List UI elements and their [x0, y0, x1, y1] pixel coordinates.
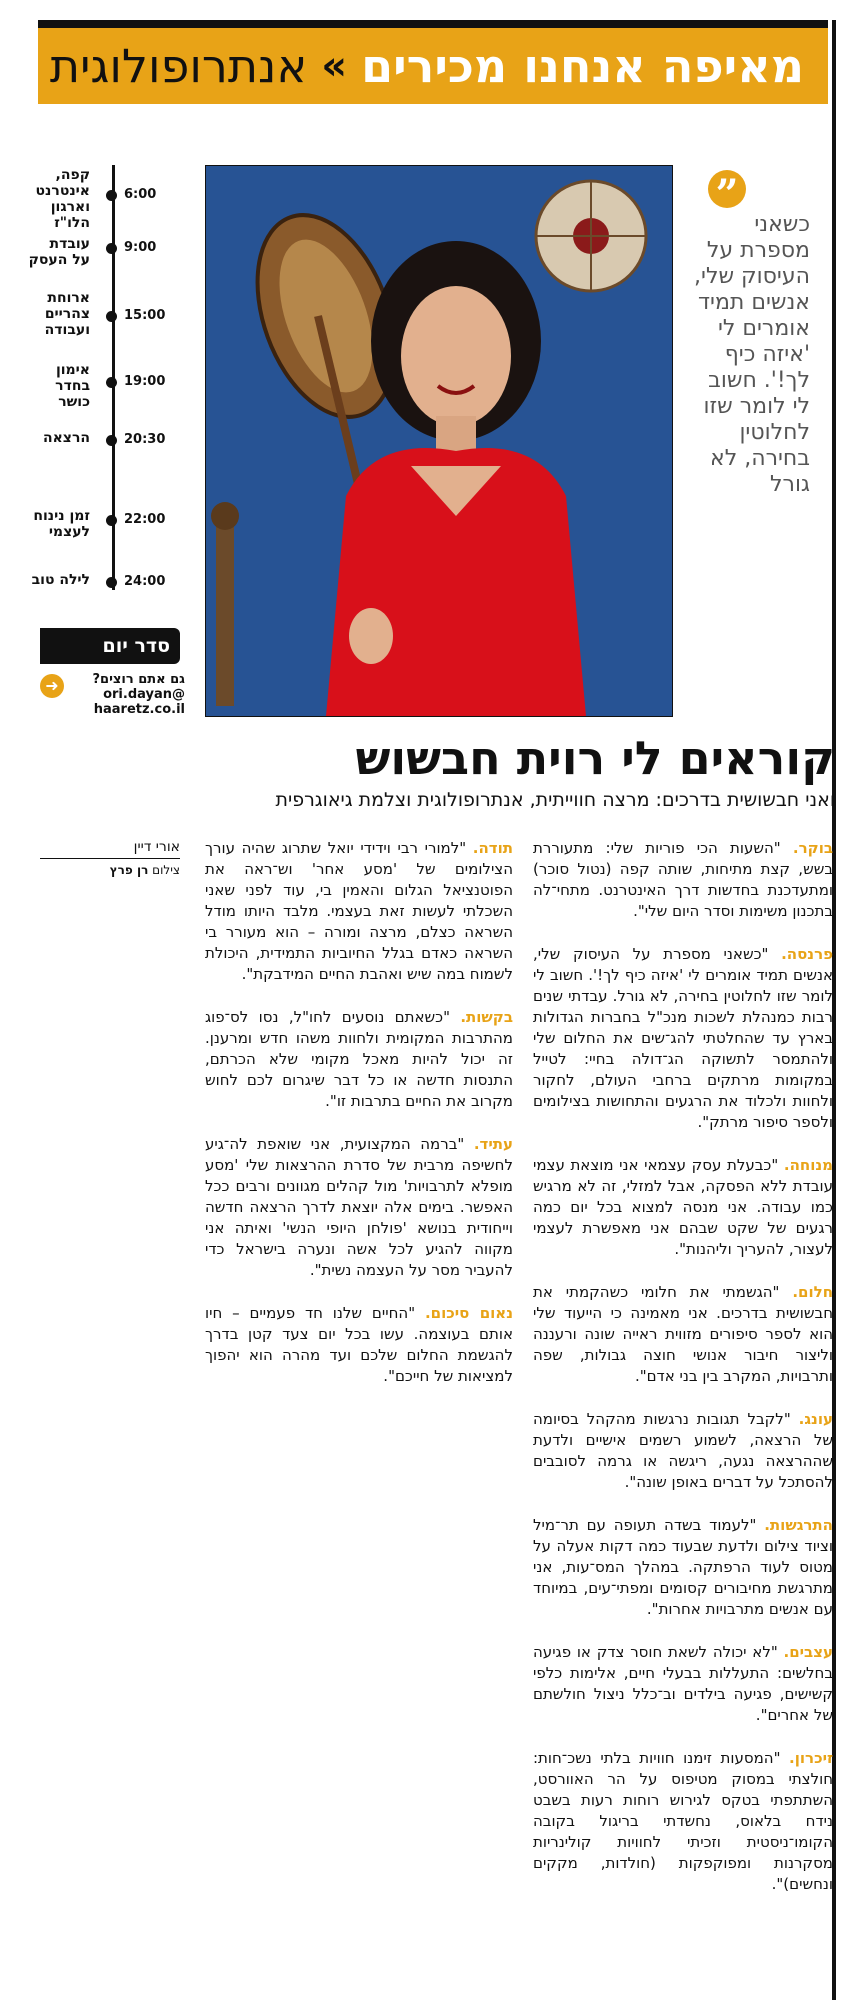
- article-paragraph: [533, 1515, 833, 1620]
- timeline-dot-icon: [106, 577, 117, 588]
- timeline-label: עובדת על העסק: [28, 236, 90, 268]
- top-rule: [38, 20, 828, 28]
- timeline-dot-icon: [106, 515, 117, 526]
- article-column-right: [533, 838, 833, 1917]
- timeline-time: 22:00: [124, 512, 166, 527]
- timeline-label: זמן נינוח לעצמי: [33, 508, 90, 540]
- byline-author: אורי דיין: [133, 839, 180, 855]
- timeline-item: [33, 508, 190, 540]
- timeline-item: [40, 362, 190, 410]
- article-paragraph: [205, 1134, 513, 1281]
- article-subheadline: ואני חבשושית בדרכים: מרצה חווייתית, אנתרופולוגית וצלמת גיאוגרפית: [275, 789, 835, 811]
- timeline-time: 19:00: [124, 374, 166, 389]
- article-paragraph: [533, 1642, 833, 1726]
- article-paragraph: [533, 1155, 833, 1260]
- paragraph-text: "השעות הכי פוריות שלי: מתעוררת בשש, קצת מתיחות, שותה קפה (נטול סוכר) ומתעדכנת בחדשות דרך האינטרנט. מתחי־לה בתכנון משימות וסדר היום שלי".: [533, 839, 833, 920]
- timeline-label: ארוחת צהריים ועבודה: [44, 290, 90, 338]
- paragraph-text: "המסעות זימנו חוויות בלתי נשכ־חות: חולצתי במסוק מטיפוס על הר האוורסט, השתתפתי בטקס לגירוש רוחות רעות בשבט נידח בלאוס, נחשדתי בריגול בקובה הקומו־ניסטית וזכיתי לחוויות קולינריות מסקרנות ומפוקפקות (חולדות, מקקים ונחשים)".: [533, 1749, 833, 1893]
- timeline-dot-icon: [106, 377, 117, 388]
- photo-credit-prefix: צילום: [152, 863, 180, 877]
- paragraph-keyword: מנוחה.: [783, 1156, 833, 1174]
- portrait-illustration: [206, 166, 672, 716]
- photo-credit: [40, 861, 180, 879]
- article-paragraph: [205, 1007, 513, 1112]
- paragraph-keyword: עונג.: [798, 1410, 833, 1428]
- quote-icon: ”: [708, 170, 746, 208]
- article-paragraph: [533, 1282, 833, 1387]
- timeline-time: 15:00: [124, 308, 166, 323]
- timeline-dot-icon: [106, 435, 117, 446]
- paragraph-text: "כשאני מספרת על העיסוק שלי, אנשים תמיד אומרים לי 'איזה כיף לך!'. חשוב לי לומר שזו לחלוטין בחירה, לא גורל. עבדתי שנים רבות כמנהלת לשכות מנכ"ל בחברות הגדולות בארץ עד שהחלטתי להג־שים את החלום שלי ולהתמסר לתשוקה הג־דולה בחיי: לטייל במקומות מרתקים ברחבי העולם, לחקור ולחוות ולכלוד את הרגעים והתחושות בצילומים ולספר סיפור מרתק".: [533, 945, 833, 1131]
- paragraph-keyword: עתיד.: [473, 1135, 513, 1153]
- chevron-icon: »: [321, 43, 348, 89]
- paragraph-keyword: בקשות.: [460, 1008, 513, 1026]
- timeline-item: [31, 572, 190, 592]
- paragraph-keyword: בוקר.: [792, 839, 833, 857]
- arrow-right-icon: ➜: [40, 674, 64, 698]
- paragraph-keyword: עצבים.: [783, 1643, 833, 1661]
- timeline-time: 20:30: [124, 432, 166, 447]
- paragraph-keyword: התרגשות.: [764, 1516, 833, 1534]
- article-paragraph: [533, 1409, 833, 1493]
- contact-block: [40, 672, 185, 728]
- timeline-item: [40, 430, 190, 450]
- timeline-label: לילה טוב: [31, 572, 90, 588]
- contact-email[interactable]: גם אתם רוצים? ori.dayan@ haaretz.co.il: [92, 672, 185, 717]
- byline: [40, 838, 180, 879]
- paragraph-keyword: פרנסה.: [781, 945, 833, 963]
- schedule-box-label: סדר יום: [40, 628, 180, 664]
- article-paragraph: [533, 1748, 833, 1895]
- paragraph-keyword: נאום סיכום.: [424, 1304, 514, 1322]
- timeline-label: קפה, אינטרנט וארגון הלו"ז: [35, 167, 90, 231]
- article-column-left: [205, 838, 513, 1409]
- timeline-label: הרצאה: [43, 430, 90, 446]
- article-headline: קוראים לי רוית חבשוש: [355, 731, 835, 785]
- paragraph-text: "למורי רבי וידידי יואל שתרוג שהיה עורך הצילומים של 'מסע אחר' וש־ראה את הפוטנציאל הגלום והאמין בי, עוד לפני שאני השכלתי לעשות זאת בעצמי. מלבד היותו מודל השראה כצלם, מרצה ומורה – הוא מעורר בי השראה כאדם בגלל החיוביות התמידית, היכולת לשמוח במה שיש ואהבת החיים המידבקת".: [205, 839, 513, 983]
- paragraph-text: "לא יכולה לשאת חוסר צדק או פגיעה בחלשים: התעללות בבעלי חיים, אלימות כלפי קשישים, פגיעה בילדים וב־כלל ניצול חולשתם של אחרים".: [533, 1643, 833, 1724]
- paragraph-text: "כשאתם נוסעים לחו"ל, נסו לס־פוג מהתרבות המקומית ולחוות משהו חדש ומרענן. זה יכול להיות מאכל מקומי שלא הכרתם, התנסות חדשה או כל דבר שיגרום לכם לחוש מקרוב את החיים בתרבות זו".: [205, 1008, 513, 1110]
- timeline-dot-icon: [106, 311, 117, 322]
- paragraph-keyword: חלום.: [792, 1283, 833, 1301]
- timeline-time: 9:00: [124, 240, 157, 255]
- timeline-dot-icon: [106, 243, 117, 254]
- section-banner: [38, 28, 828, 104]
- paragraph-text: "לקבל תגובות נרגשות מהקהל בסיומה של הרצאה, לשמוע רשמים אישיים ולדעת שההרצאה נגעה, ריגשה או גרמה לסובבים להסתכל על דברים באופן שונה".: [533, 1410, 833, 1491]
- article-paragraph: [205, 1303, 513, 1387]
- section-title: מאיפה אנחנו מכירים: [361, 39, 804, 93]
- timeline-label: אימון בחדר כושר: [55, 362, 90, 410]
- timeline-item: [40, 290, 190, 338]
- article-paragraph: [533, 838, 833, 922]
- paragraph-text: "לעמוד בשדה תעופה עם תר־מיל וציוד צילום ולדעת שבעוד כמה דקות אעלה על מטוס לעוד הרפתקה. במהלך המס־עות, אני מתרגשת מחיבורים קסומים ומפתי־עים, במיוחד עם אנשים מתרבויות אחרות".: [533, 1516, 833, 1618]
- byline-divider: [40, 858, 180, 859]
- timeline-dot-icon: [106, 190, 117, 201]
- pull-quote: כשאני מספרת על העיסוק שלי, אנשים תמיד אומרים לי 'איזה כיף לך!'. חשוב לי לומר שזו לחלוטין בחירה, לא גורל: [694, 212, 810, 497]
- timeline-time: 24:00: [124, 574, 166, 589]
- paragraph-keyword: תודה.: [472, 839, 513, 857]
- paragraph-text: "הגשמתי את חלומי כשהקמתי את חבשושית בדרכים. אני מאמינה כי הייעוד שלי הוא לספר סיפורים מזווית ראייה שונה ורעננה וליצור חיבור אנושי חוצה גבולות, שפה ותרבויות, המקרב בין בני אדם".: [533, 1283, 833, 1385]
- portrait-photo: [205, 165, 673, 717]
- section-topic: אנתרופולוגית: [49, 39, 308, 93]
- photo-credit-name: רן פרץ: [109, 863, 149, 877]
- timeline-item: [28, 236, 190, 268]
- article-paragraph: [533, 944, 833, 1133]
- paragraph-keyword: זיכרון.: [789, 1749, 833, 1767]
- timeline-time: 6:00: [124, 187, 157, 202]
- timeline-item: [35, 167, 190, 231]
- paragraph-text: "החיים שלנו חד פעמיים – חיו אותם בעוצמה. עשו בכל יום צעד קטן בדרך להגשמת החלום שלכם ועד מהרה הוא יהפוך למציאות של חייכם".: [205, 1304, 513, 1385]
- article-paragraph: [205, 838, 513, 985]
- paragraph-text: "ברמה המקצועית, אני שואפת לה־גיע לחשיפה מרבית של סדרת ההרצאות שלי 'מסע מופלא לתרבויות' מול קהלים מגוונים ורבים ככל האפשר. בימים אלה יוצאת לדרך הרצאה חדשה וייחודית בנושא 'פולחן היופי הנשי' ואיתה אני מקווה להגיע לכל אשה ונערה בישראל כדי להעביר מסר על העצמה נשית".: [205, 1135, 513, 1279]
- paragraph-text: "כבעלת עסק עצמאי אני מוצאת עצמי עובדת ללא הפסקה, אבל למזלי, זה לא מרגיש כמו עבודה. אני מנסה למצוא בכל יום כמה רגעים של שקט שבהם אני מאפשרת לעצמי לעצור, להעריך וליהנות".: [533, 1156, 833, 1258]
